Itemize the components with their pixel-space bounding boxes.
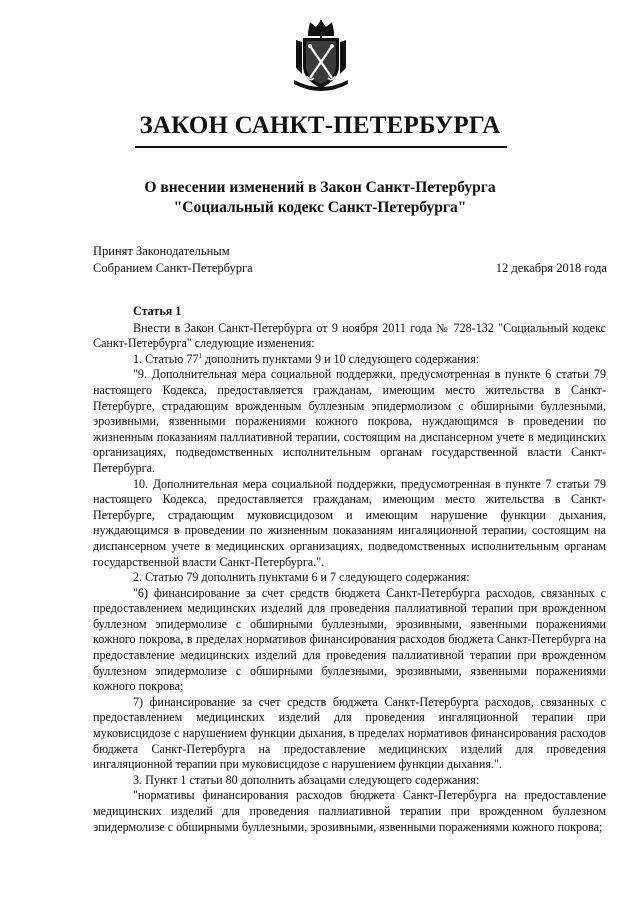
adoption-date: 12 декабря 2018 года: [495, 261, 607, 275]
paragraph-normatives: "нормативы финансирования расходов бюджета Санкт-Петербурга на предоставление медицинских изделий для проведения паллиативной терапии при врожденном буллезном эпидермолизе с обширными буллезными, эрозивными, язвенными поражениями кожного покрова;: [93, 788, 606, 834]
amendment-item-3: 3. Пункт 1 статьи 80 дополнить абзацами следующего содержания:: [133, 772, 480, 787]
document-title: ЗАКОН САНКТ-ПЕТЕРБУРГА: [139, 112, 501, 139]
article-intro: Внести в Закон Санкт-Петербурга от 9 ноября 2011 года № 728-132 "Социальный кодекс Санкт-Петербурга" следующие изменения:: [93, 320, 606, 351]
paragraph-6: "6) финансирование за счет средств бюджета Санкт-Петербурга расходов, связанных с предоставлением медицинских изделий для проведения паллиативной терапии при врожденном буллезном эпидермолизе с обширными буллезными, эрозивными, язвенными поражениями кожного покрова, в пределах нормативов финансирования расходов бюджета Санкт-Петербурга на предоставление медицинских изделий для проведения паллиативной терапии при врожденном буллезном эпидермолизе с обширными буллезными, эрозивными, язвенными поражениями кожного покрова;: [93, 585, 606, 694]
paragraph-10: 10. Дополнительная мера социальной поддержки, предусмотренная в пункте 7 статьи 79 настоящего Кодекса, предоставляется гражданам, имеющим место жительства в Санкт-Петербурге, страдающим муковисцидозом и имеющим нарушение функции дыхания, нуждающимся в проведении по жизненным показаниям ингаляционной терапии, состоящим на диспансерном учете в медицинских организациях, подведомственных исполнительным органам государственной власти Санкт-Петербурга.".: [93, 476, 606, 569]
document-subtitle: [0, 178, 640, 218]
amendment-item-2: 2. Статью 79 дополнить пунктами 6 и 7 следующего содержания:: [133, 570, 470, 585]
article-heading: Статья 1: [133, 304, 182, 318]
adoption-note: [93, 243, 253, 277]
item-1-text: 1. Статью 77: [133, 351, 199, 366]
item-1-superscript: 1: [198, 351, 202, 360]
saint-petersburg-coat-of-arms-icon: [290, 18, 352, 94]
paragraph-7: 7) финансирование за счет средств бюджета Санкт-Петербурга расходов, связанных с предоставлением медицинских изделий для проведения ингаляционной терапии при муковисцидозе с нарушением функции дыхания, в пределах нормативов финансирования расходов бюджета Санкт-Петербурга на предоставление медицинских изделий для проведения ингаляционной терапии при муковисцидозе с нарушением функции дыхания.".: [93, 694, 606, 772]
title-underline: [135, 146, 507, 148]
subtitle-line-1: О внесении изменений в Закон Санкт-Петербурга: [144, 179, 496, 196]
document-body: [93, 304, 606, 835]
adoption-line-1: Принят Законодательным: [93, 244, 230, 258]
amendment-item-1: [93, 352, 606, 368]
paragraph-9: "9. Дополнительная мера социальной поддержки, предусмотренная в пункте 6 статьи 79 настоящего Кодекса, предоставляется гражданам, имеющим место жительства в Санкт-Петербурге, страдающим врожденным буллезным эпидермолизом с обширными буллезными, эрозивными, язвенными поражениями кожного покрова, нуждающимся в проведении по жизненным показаниям паллиативной терапии, состоящим на диспансерном учете в медицинских организациях, подведомственных исполнительным органам государственной власти Санкт-Петербурга.: [93, 367, 606, 475]
adoption-line-2: Собранием Санкт-Петербурга: [93, 261, 253, 275]
subtitle-line-2: "Социальный кодекс Санкт-Петербурга": [173, 199, 467, 216]
item-1-text-end: дополнить пунктами 9 и 10 следующего содержания:: [201, 351, 480, 366]
